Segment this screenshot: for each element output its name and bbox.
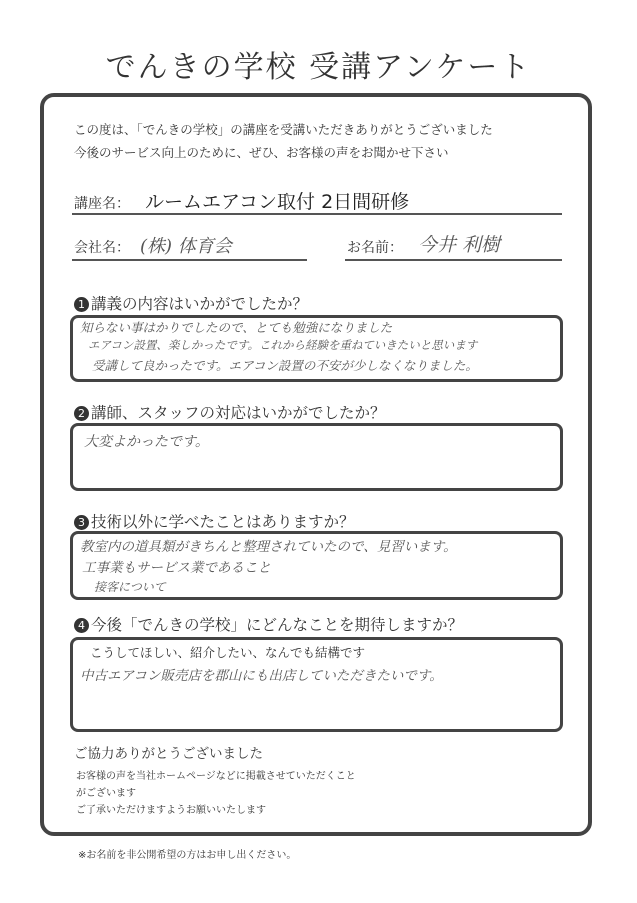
question-1-answer-line-1: 知らない事はかりでしたので、とても勉強になりました: [80, 320, 393, 335]
question-4-number: 4: [74, 618, 89, 633]
name-value: 今井 利樹: [418, 234, 501, 256]
closing-note-2: がございます: [76, 788, 136, 799]
company-value: (株) 体育会: [140, 236, 232, 257]
question-2-answer-line-1: 大変よかったです。: [84, 434, 209, 450]
question-3-text: 技術以外に学べたことはありますか？: [91, 513, 355, 531]
course-name: ルームエアコン取付 2日間研修: [145, 191, 410, 213]
question-4-hint: こうしてほしい、紹介したい、なんでも結構です: [90, 645, 366, 660]
page-title: でんきの学校 受講アンケート: [105, 50, 532, 85]
name-underline: [345, 259, 562, 261]
question-1-answer-line-2: エアコン設置、楽しかったです。これから経験を重ねていきたいと思います: [88, 338, 478, 352]
course-underline: [72, 213, 562, 215]
footnote: ※お名前を非公開希望の方はお申し出ください。: [78, 850, 297, 861]
question-3-answer-line-2: 工事業もサービス業であること: [82, 560, 271, 576]
question-2-heading: [74, 401, 386, 423]
question-1-text: 講義の内容はいかがでしたか？: [91, 295, 309, 313]
closing-note-3: ご了承いただけますようお願いいたします: [76, 805, 266, 816]
course-label: 講座名：: [74, 196, 130, 212]
intro-line-2: 今後のサービス向上のために、ぜひ、お客様の声をお聞かせ下さい: [74, 145, 449, 160]
closing-note-1: お客様の声を当社ホームページなどに掲載させていただくこと: [76, 771, 356, 782]
question-3-heading: [74, 510, 355, 532]
question-1-answer-line-3: 受講して良かったです。エアコン設置の不安が少しなくなりました。: [92, 358, 478, 373]
company-label: 会社名：: [74, 240, 130, 256]
company-underline: [72, 259, 307, 261]
question-4-text: 今後「でんきの学校」にどんなことを期待しますか？: [91, 616, 464, 634]
question-3-answer-line-3: 接客について: [94, 580, 166, 594]
question-2-text: 講師、スタッフの対応はいかがでしたか？: [91, 404, 386, 422]
question-1-heading: [74, 292, 308, 314]
question-2-number: 2: [74, 406, 89, 421]
question-3-answer-line-1: 教室内の道具類がきちんと整理されていたので、見習います。: [80, 539, 457, 555]
question-3-number: 3: [74, 515, 89, 530]
question-4-answer-line-1: 中古エアコン販売店を郡山にも出店していただきたいです。: [80, 668, 443, 684]
question-1-number: 1: [74, 297, 89, 312]
intro-line-1: この度は、「でんきの学校」の講座を受講いただきありがとうございました: [74, 122, 493, 137]
question-4-heading: [74, 613, 463, 635]
name-label: お名前：: [347, 240, 403, 256]
closing-thanks: ご協力ありがとうございました: [74, 746, 263, 762]
